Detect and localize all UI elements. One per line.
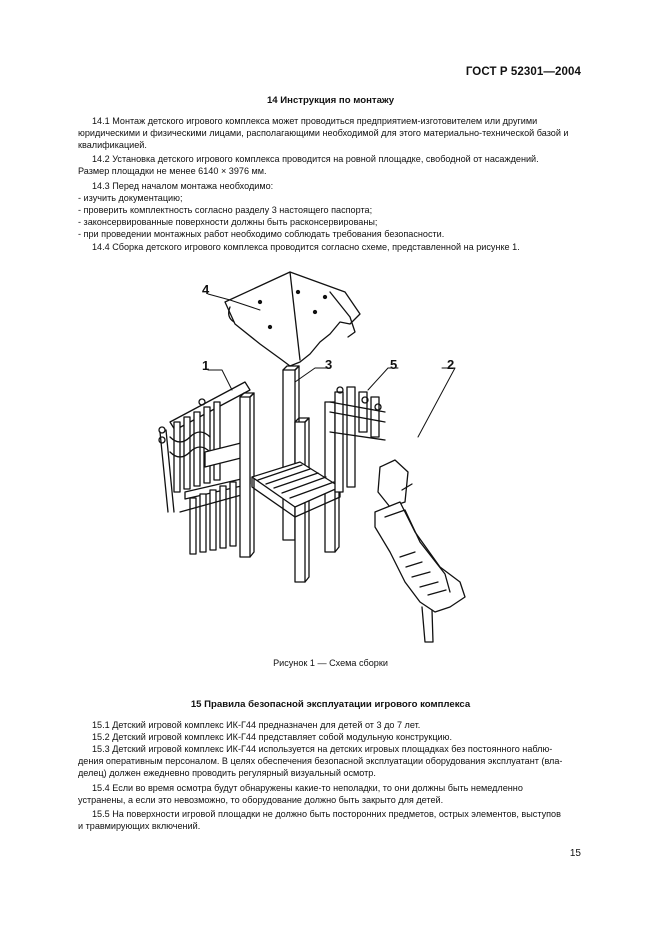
slide	[375, 460, 465, 642]
para-15-4-line2: устранены, а если это невозможно, то оборудование должно быть закрыто для детей.	[78, 795, 444, 805]
para-15-2: 15.2 Детский игровой комплекс ИК-Г44 представляет собой модульную конструкцию.	[92, 732, 452, 742]
para-15-5-line1: 15.5 На поверхности игровой площадки не должно быть посторонних предметов, острых элементов, выступов	[92, 809, 561, 819]
para-15-5-line2: и травмирующих включений.	[78, 821, 201, 831]
section-15-title: 15 Правила безопасной эксплуатации игрового комплекса	[190, 699, 471, 710]
para-14-3-intro: 14.3 Перед началом монтажа необходимо:	[92, 181, 274, 191]
para-15-4-line1: 15.4 Если во время осмотра будут обнаружены какие-то неполадки, то они должны быть немедленно	[92, 783, 523, 793]
left-climbing-panel	[159, 382, 250, 554]
assembly-diagram	[150, 262, 490, 652]
para-14-2-line1: 14.2 Установка детского игрового комплекса проводится на ровной площадке, свободной от насаждений.	[92, 154, 539, 164]
para-14-3-item: - проверить комплектность согласно разделу 3 настоящего паспорта;	[78, 205, 373, 215]
figure-caption: Рисунок 1 — Схема сборки	[273, 658, 388, 668]
para-15-1: 15.1 Детский игровой комплекс ИК-Г44 предназначен для детей от 3 до 7 лет.	[92, 720, 421, 730]
figure-label-5: 5	[390, 357, 398, 372]
page-number: 15	[569, 848, 581, 859]
para-14-1-line2: юридическими и физическими лицами, располагающими необходимой для этого материально-технической базой и	[78, 128, 569, 138]
para-14-3-item: - при проведении монтажных работ необходимо соблюдать требования безопасности.	[78, 229, 445, 239]
roof-panel	[225, 272, 360, 366]
document-code: ГОСТ Р 52301—2004	[465, 66, 581, 78]
post-assembly	[240, 366, 340, 582]
section-14-title: 14 Инструкция по монтажу	[266, 95, 395, 106]
para-15-3-line2: дения оперативным персоналом. В целях обеспечения безопасной эксплуатации оборудования эксплуатант (вла-	[78, 756, 563, 766]
para-14-3-item: - законсервированные поверхности должны быть расконсервированы;	[78, 217, 378, 227]
para-15-3-line1: 15.3 Детский игровой комплекс ИК-Г44 используется на детских игровых площадках без постоянного наблю-	[92, 744, 553, 754]
figure-label-1: 1	[202, 358, 210, 373]
para-14-3-item: - изучить документацию;	[78, 193, 183, 203]
figure-label-4: 4	[202, 282, 210, 297]
para-14-1-line1: 14.1 Монтаж детского игрового комплекса может проводиться предприятием-изготовителем или другими	[92, 116, 538, 126]
para-15-3-line3: делец) должен ежедневно проводить регулярный визуальный осмотр.	[78, 768, 376, 778]
para-14-1-line3: квалификацией.	[78, 140, 147, 150]
para-14-4: 14.4 Сборка детского игрового комплекса проводится согласно схеме, представленной на рисунке 1.	[92, 242, 520, 252]
para-14-2-line2: Размер площадки не менее 6140 × 3976 мм.	[78, 166, 267, 176]
right-rail-panel	[330, 387, 385, 492]
figure-label-3: 3	[325, 357, 333, 372]
figure-label-2: 2	[447, 357, 455, 372]
